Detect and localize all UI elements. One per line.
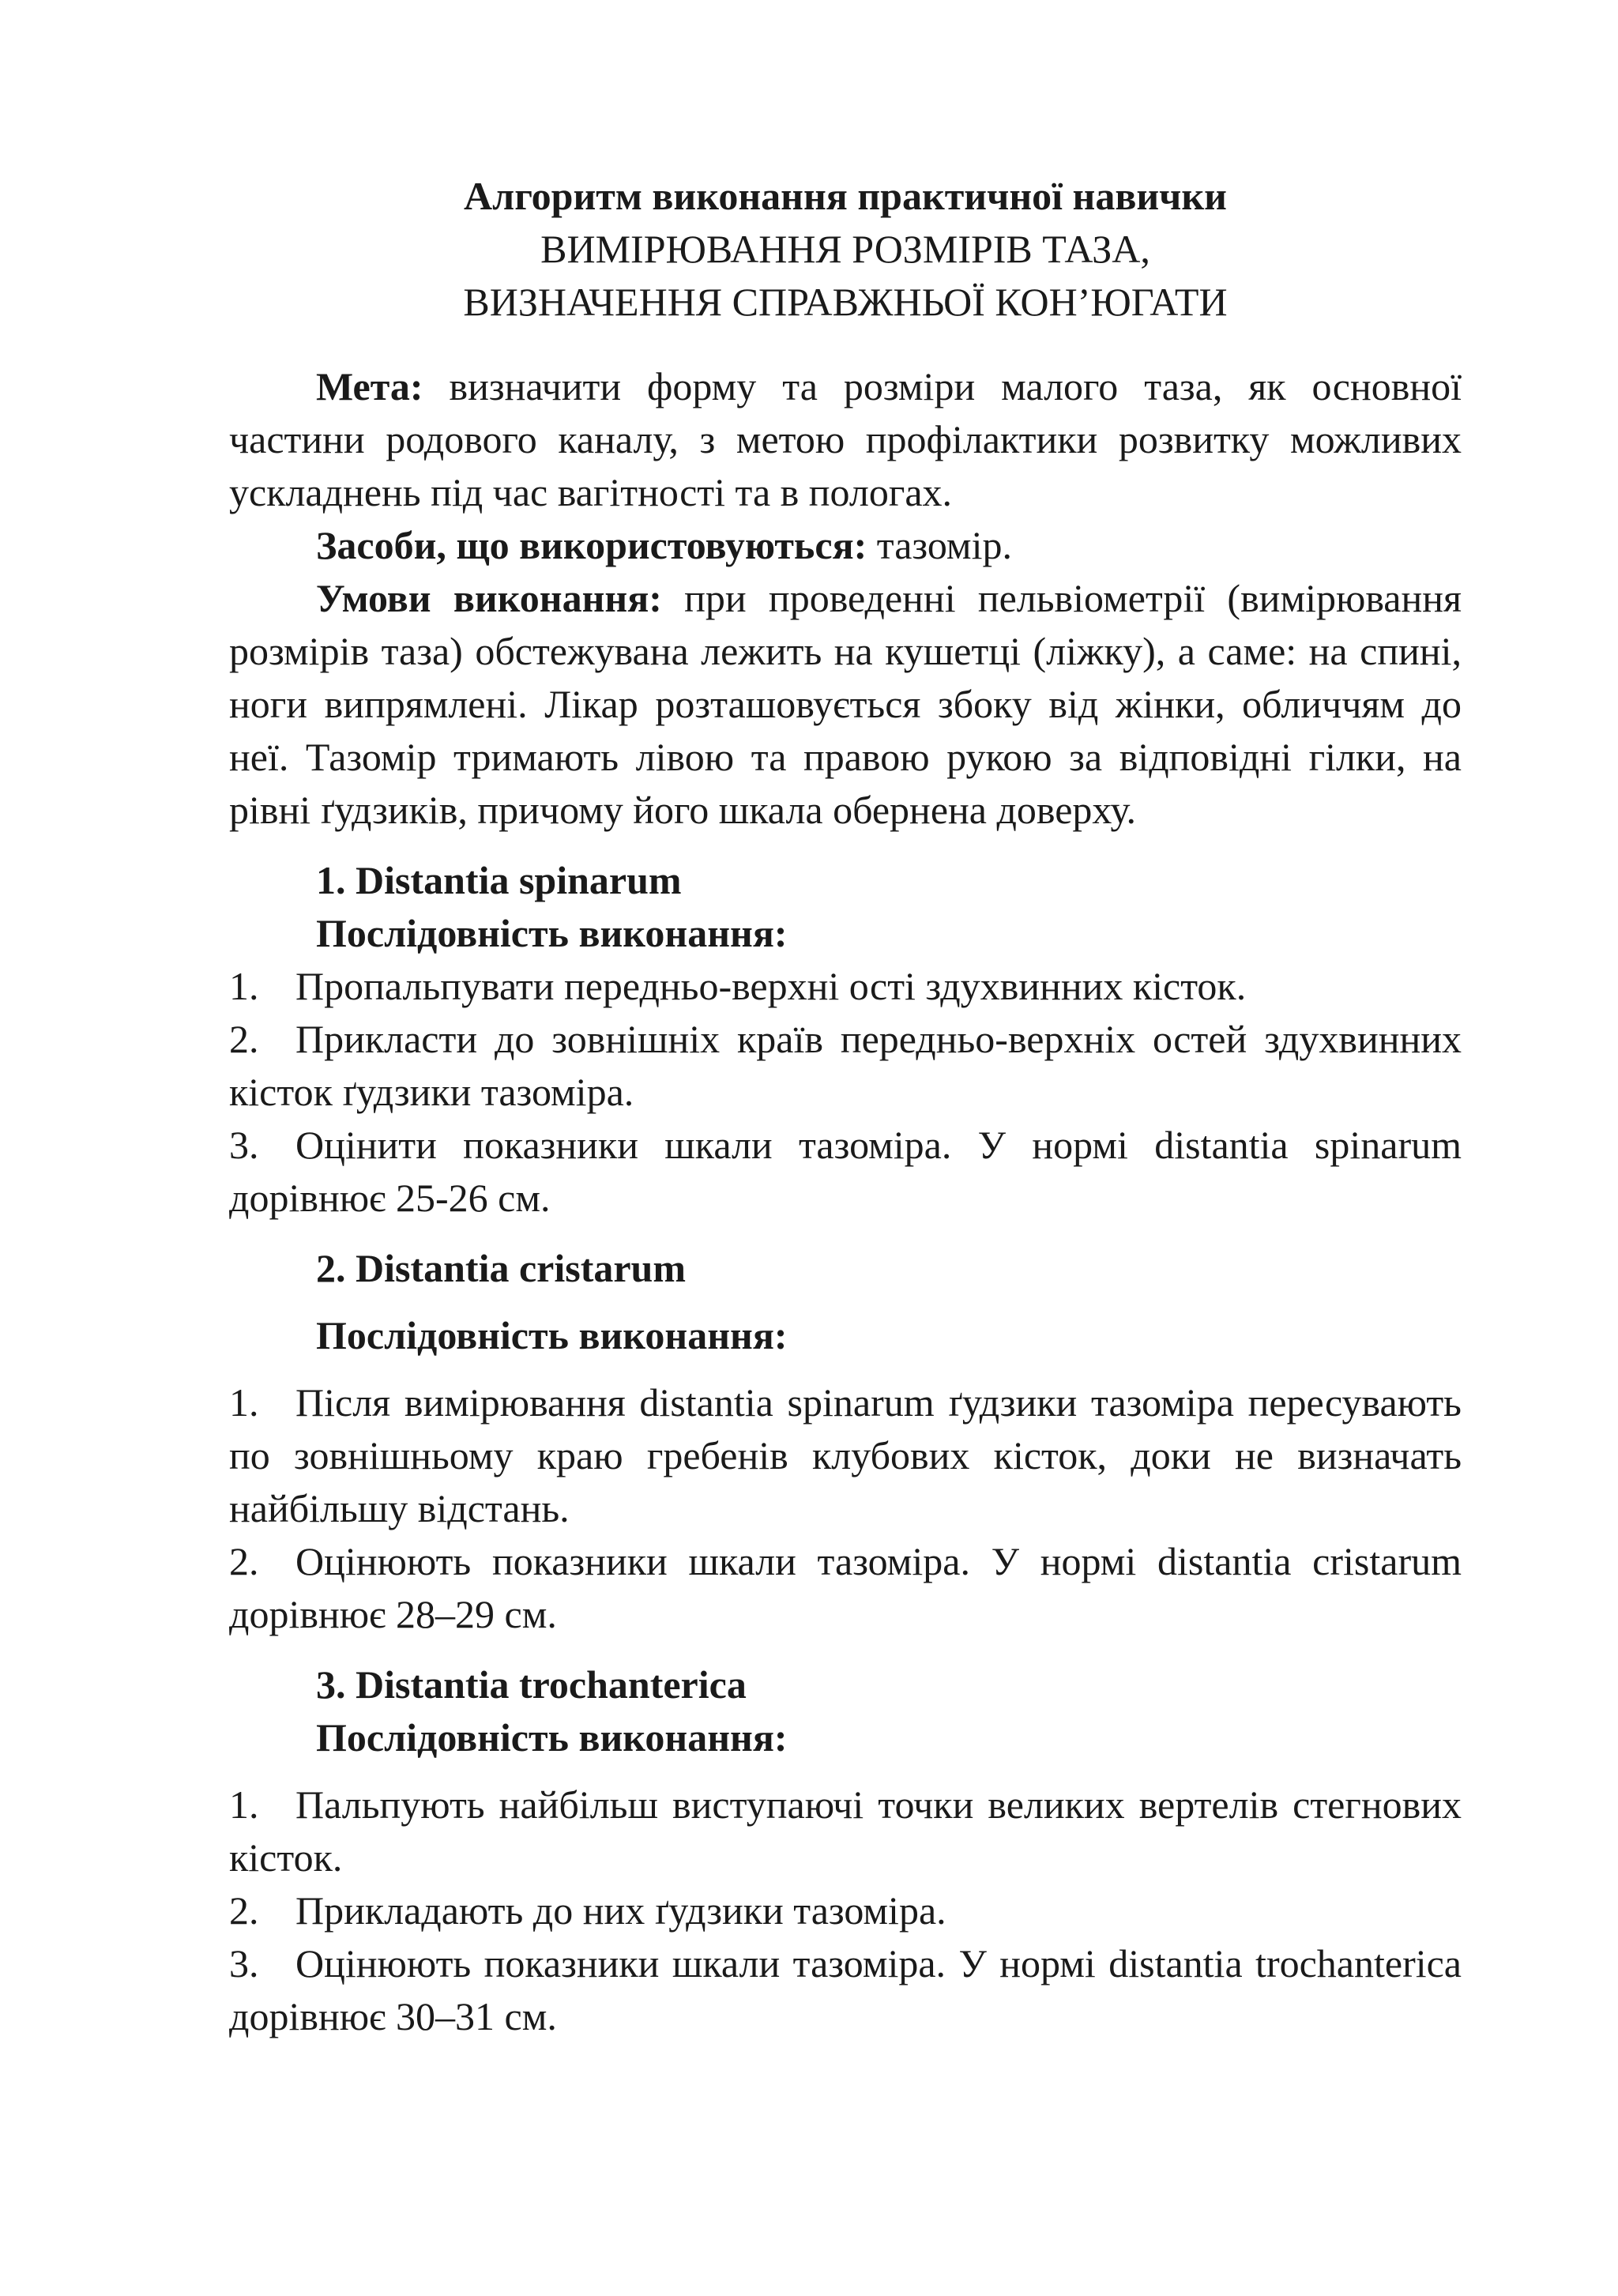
step-text: Пропальпувати передньо-верхні ості здухвинних кісток. — [295, 964, 1247, 1008]
goal-paragraph — [229, 360, 1462, 519]
section-subtitle: Послідовність виконання: — [316, 1715, 788, 1760]
step-number: 1. — [229, 964, 259, 1008]
list-item — [229, 1119, 1462, 1225]
section-title: 2. Distantia cristarum — [316, 1246, 686, 1290]
section-title: 1. Distantia spinarum — [316, 858, 682, 902]
title-line-1: Алгоритм виконання практичної навички — [464, 174, 1227, 218]
list-item — [229, 1778, 1462, 1884]
section-distantia-trochanterica — [229, 1658, 1462, 2043]
section-title: 3. Distantia trochanterica — [316, 1662, 747, 1707]
conditions-label: Умови виконання: — [316, 576, 662, 620]
section-subtitle: Послідовність виконання: — [316, 911, 788, 955]
step-text: Оцінити показники шкали тазоміра. У нормі distantia spinarum дорівнює 25-26 см. — [229, 1123, 1462, 1220]
list-item — [229, 1937, 1462, 2043]
list-item — [229, 1376, 1462, 1535]
list-item — [229, 1884, 1462, 1937]
tools-text: тазомір. — [867, 523, 1012, 567]
tools-label: Засоби, що використовуються: — [316, 523, 867, 567]
step-number: 2. — [229, 1539, 259, 1583]
step-number: 3. — [229, 1123, 259, 1167]
list-item — [229, 1535, 1462, 1641]
tools-paragraph — [229, 519, 1462, 572]
list-item — [229, 960, 1462, 1013]
document-page — [229, 170, 1462, 2043]
step-text: Пальпують найбільш виступаючі точки великих вертелів стегнових кісток. — [229, 1782, 1462, 1880]
step-number: 1. — [229, 1380, 259, 1425]
list-item — [229, 1013, 1462, 1119]
step-number: 1. — [229, 1782, 259, 1827]
step-number: 2. — [229, 1888, 259, 1933]
step-number: 3. — [229, 1941, 259, 1985]
title-line-2: ВИМІРЮВАННЯ РОЗМІРІВ ТАЗА, — [540, 227, 1150, 271]
goal-label: Мета: — [316, 364, 423, 408]
goal-text: визначити форму та розміри малого таза, як основної частини родового каналу, з метою профілактики розвитку можливих ускладнень під час вагітності та в пологах. — [229, 364, 1462, 514]
step-text: Прикладають до них ґудзики тазоміра. — [295, 1888, 946, 1933]
step-number: 2. — [229, 1017, 259, 1061]
step-text: Оцінюють показники шкали тазоміра. У нормі distantia cristarum дорівнює 28–29 см. — [229, 1539, 1462, 1636]
title-line-3: ВИЗНАЧЕННЯ СПРАВЖНЬОЇ КОН’ЮГАТИ — [463, 280, 1228, 324]
section-distantia-cristarum — [229, 1242, 1462, 1641]
document-title — [229, 170, 1462, 329]
step-text: Прикласти до зовнішніх країв передньо-верхніх остей здухвинних кісток ґудзики тазоміра. — [229, 1017, 1462, 1114]
conditions-text: при проведенні пельвіометрії (вимірювання розмірів таза) обстежувана лежить на кушетці (ліжку), а саме: на спині, ноги випрямлені. Лікар розташовується збоку від жінки, обличчям до неї. Тазомір тримають лівою та правою рукою за відповідні гілки, на рівні ґудзиків, причому його шкала обернена доверху. — [229, 576, 1462, 832]
step-text: Оцінюють показники шкали тазоміра. У нормі distantia trochanterica дорівнює 30–31 см. — [229, 1941, 1462, 2038]
step-text: Після вимірювання distantia spinarum ґудзики тазоміра пересувають по зовнішньому краю гребенів клубових кісток, доки не визначать найбільшу відстань. — [229, 1380, 1462, 1530]
section-distantia-spinarum — [229, 854, 1462, 1225]
conditions-paragraph — [229, 572, 1462, 837]
section-subtitle: Послідовність виконання: — [316, 1313, 788, 1357]
